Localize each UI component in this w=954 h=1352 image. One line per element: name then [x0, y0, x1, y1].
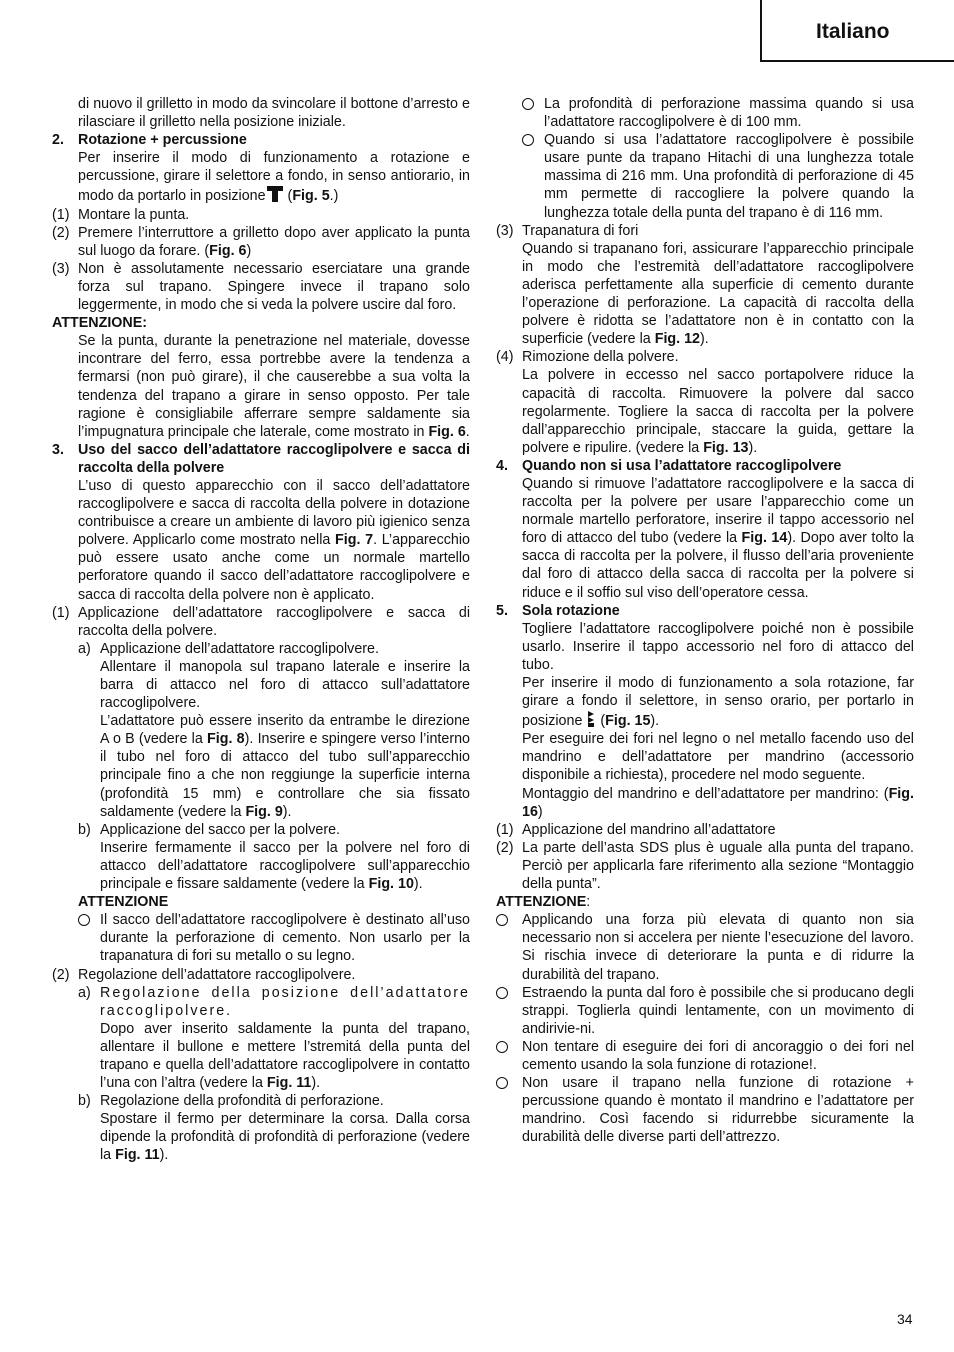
bullet-item: Estraendo la punta dal foro è possibile che si producano degli strappi. Toglierla quindi lentamente, con un movimento di andirivie-ni. [496, 984, 914, 1038]
sub-item-text: Inserire fermamente il sacco per la polvere nel foro di attacco dell’adattatore raccoglipolvere sull’apparecchio principale e fissare saldamente (vedere la Fig. 10). [100, 839, 470, 893]
sub-item-text: Dopo aver inserito saldamente la punta del trapano, allentare il bullone e mettere l’stremitá della punta del trapano e quella dell’adattatore raccoglipolvere in contatto l’una con l’altra (vedere la Fig. 11). [100, 1020, 470, 1092]
section-5-text: Per eseguire dei fori nel legno o nel metallo facendo uso del mandrino e dell’adattatore per mandrino (accessorio disponibile a richiesta), procedere nel modo seguente. [522, 731, 914, 784]
language-tab [760, 0, 954, 62]
section-2-text: Per inserire il modo di funzionamento a rotazione e percussione, girare il selettore a fondo, in senso antiorario, in modo da portarlo in posizione (Fig. 5.) [78, 150, 470, 205]
page-number: 34 [897, 1311, 913, 1327]
list-item: (1) Applicazione dell’adattatore raccoglipolvere e sacca di raccolta della polvere. [52, 604, 470, 639]
section-4-text: Quando si rimuove l’adattatore raccoglipolvere e la sacca di raccolta per la polvere per usare l’apparecchio come un normale martello perforatore, inserire il tappo accessorio nel foro di attacco del tubo (vedere la Fig. 14). Dopo aver tolto la sacca di raccolta per la polvere, il flusso dell’aria proveniente dal foro di attacco della sacca di raccolta per la polvere si riduce e il soffio sul viso dell’operatore cessa. [522, 475, 914, 601]
left-column [52, 95, 470, 1165]
sub-item-text: L’adattatore può essere inserito da entrambe le direzione A o B (vedere la Fig. 8). Inserire e spingere verso l’interno il tubo nel foro di attacco del tubo sull’apparecchio principale fino a che non reggiunge la superficie interna (profondità 15 mm) e controllare che sia fissato saldamente (vedere la Fig. 9). [100, 713, 470, 820]
section-5-text: Togliere l’adattatore raccoglipolvere poiché non è possibile usarlo. Inserire il tappo accessorio nel foro di attacco del tubo. [522, 620, 914, 673]
section-3-heading: 3. Uso del sacco dell’adattatore raccoglipolvere e sacca di raccolta della polvere [52, 441, 470, 476]
bullet-item: Quando si usa l’adattatore raccoglipolvere è possibile usare punte da trapano Hitachi di una lunghezza totale massima di 216 mm. Una profondità di perforazione di 45 mm permette di raccogliere la polvere quando la lunghezza totale della punta del trapano è di 116 mm. [496, 131, 914, 221]
attention-heading: ATTENZIONE: [52, 315, 148, 332]
circle-bullet-icon [496, 1077, 508, 1089]
list-item: (3) Trapanatura di fori [496, 222, 639, 239]
attention-heading: ATTENZIONE [78, 894, 169, 911]
hammer-mode-icon [266, 185, 284, 203]
section-5-text: Montaggio del mandrino e dell’adattatore per mandrino: (Fig. 16) [522, 785, 914, 820]
list-item: (3) Non è assolutamente necessario eserciatare una grande forza sul trapano. Spingere invece il trapano solo leggermente, in modo che si veda la polvere uscire dal foro. [52, 260, 470, 314]
list-item: (2) Regolazione dell’adattatore raccoglipolvere. [52, 966, 356, 983]
list-item: (1) Montare la punta. [52, 206, 190, 223]
bullet-item: Applicando una forza più elevata di quanto non sia necessario non si accelera per niente l’esecuzione del lavoro. Si rischia invece di deteriorare la punta e di ridurre la durabilità del trapano. [496, 911, 914, 983]
bullet-item: Non usare il trapano nella funzione di rotazione + percussione quando è montato il mandrino e l’adattatore per mandrino. Così facendo si ridurrebbe sicuramente la durabilità delle diverse parti dell’attrezzo. [496, 1074, 914, 1146]
list-item: (1) Applicazione del mandrino all’adattatore [496, 821, 776, 838]
list-item: (2) Premere l’interruttore a grilletto dopo aver applicato la punta sul luogo da forare. (Fig. 6) [52, 224, 470, 259]
attention-text: Se la punta, durante la penetrazione nel materiale, dovesse incontrare del ferro, essa portrebbe avere la tendenza a fermarsi (non può girare), il che causerebbe a sua volta la tendenza del trapano a girare in senso opposto. Per tale ragione è consigliabile afferrare sempre saldamente sia l’impugnatura principale che laterale, come mostrato in Fig. 6. [78, 333, 470, 440]
circle-bullet-icon [496, 1041, 508, 1053]
circle-bullet-icon [522, 98, 534, 110]
circle-bullet-icon [78, 914, 90, 926]
circle-bullet-icon [496, 914, 508, 926]
bullet-item: Il sacco dell’adattatore raccoglipolvere è destinato all’uso durante la perforazione di cemento. Non usarlo per la trapanatura di fori su metallo o su legno. [52, 911, 470, 965]
list-item: (2) La parte dell’asta SDS plus è uguale alla punta del trapano. Perciò per applicarla fare riferimento alla sezione “Montaggio della punta”. [496, 839, 914, 893]
sub-item-text: Allentare il manopola sul trapano laterale e inserire la barra di attacco nel foro di attacco sull’adattatore raccoglipolvere. [100, 658, 470, 712]
section-5-text: Per inserire il modo di funzionamento a sola rotazione, far girare a fondo il selettore, in senso orario, per portarlo in posizione (Fig. 15). [522, 675, 914, 730]
right-column [496, 95, 914, 1146]
bullet-item: La profondità di perforazione massima quando si usa l’adattatore raccoglipolvere è di 100 mm. [496, 95, 914, 131]
circle-bullet-icon [522, 134, 534, 146]
sub-item: a) Applicazione dell’adattatore raccoglipolvere. [78, 640, 379, 657]
drill-mode-icon [586, 710, 596, 728]
circle-bullet-icon [496, 987, 508, 999]
list-item: (4) Rimozione della polvere. [496, 349, 679, 366]
list-item-text: Quando si trapanano fori, assicurare l’apparecchio principale in modo che l’estremità dell’adattatore raccoglipolvere aderisca perfettamente alla superficie di cemento durante l’operazione di perforazione. La capacità di raccolta della polvere è ridotta se l’adattatore non è in contatto con la superficie (vedere la Fig. 12). [522, 240, 914, 348]
bullet-item: Non tentare di eseguire dei fori di ancoraggio o dei fori nel cemento usando la sola funzione di rotazione!. [496, 1038, 914, 1074]
sub-item-text: Spostare il fermo per determinare la corsa. Dalla corsa dipende la profondità di profondità di perforazione (vedere la Fig. 11). [100, 1111, 470, 1164]
section-4-heading: 4. Quando non si usa l’adattatore raccoglipolvere [496, 457, 842, 474]
section-5-heading: 5. Sola rotazione [496, 602, 620, 619]
language-label: Italiano [816, 20, 890, 43]
section-2-heading: 2. Rotazione + percussione [52, 132, 247, 149]
intro-paragraph: di nuovo il grilletto in modo da svincolare il bottone d’arresto e rilasciare il grilletto nella posizione iniziale. [78, 96, 470, 131]
list-item-text: La polvere in eccesso nel sacco portapolvere riduce la capacità di raccolta. Rimuovere la polvere dal sacco regolarmente. Togliere la sacca di raccolta per la polvere dall’apparecchio principale, staccare la guida, gettare la polvere e ripulire. (vedere la Fig. 13). [522, 367, 914, 456]
sub-item: b) Applicazione del sacco per la polvere. [78, 821, 341, 838]
sub-item: a) Regolazione della posizione dell’adattatore raccoglipolvere. [78, 984, 470, 1019]
section-3-text: L’uso di questo apparecchio con il sacco dell’adattatore raccoglipolvere e sacca di raccolta della polvere in dotazione contribuisce a creare un ambiente di lavoro più igienico senza polvere. Applicarlo come mostrato nella Fig. 7. L’apparecchio può essere usato anche come un normale martello perforatore quando il sacco dell’adattatore raccoglipolvere e sacca di raccolta della polvere non è applicato. [78, 477, 470, 603]
sub-item: b) Regolazione della profondità di perforazione. [78, 1093, 384, 1110]
attention-heading: ATTENZIONE: [496, 894, 591, 911]
